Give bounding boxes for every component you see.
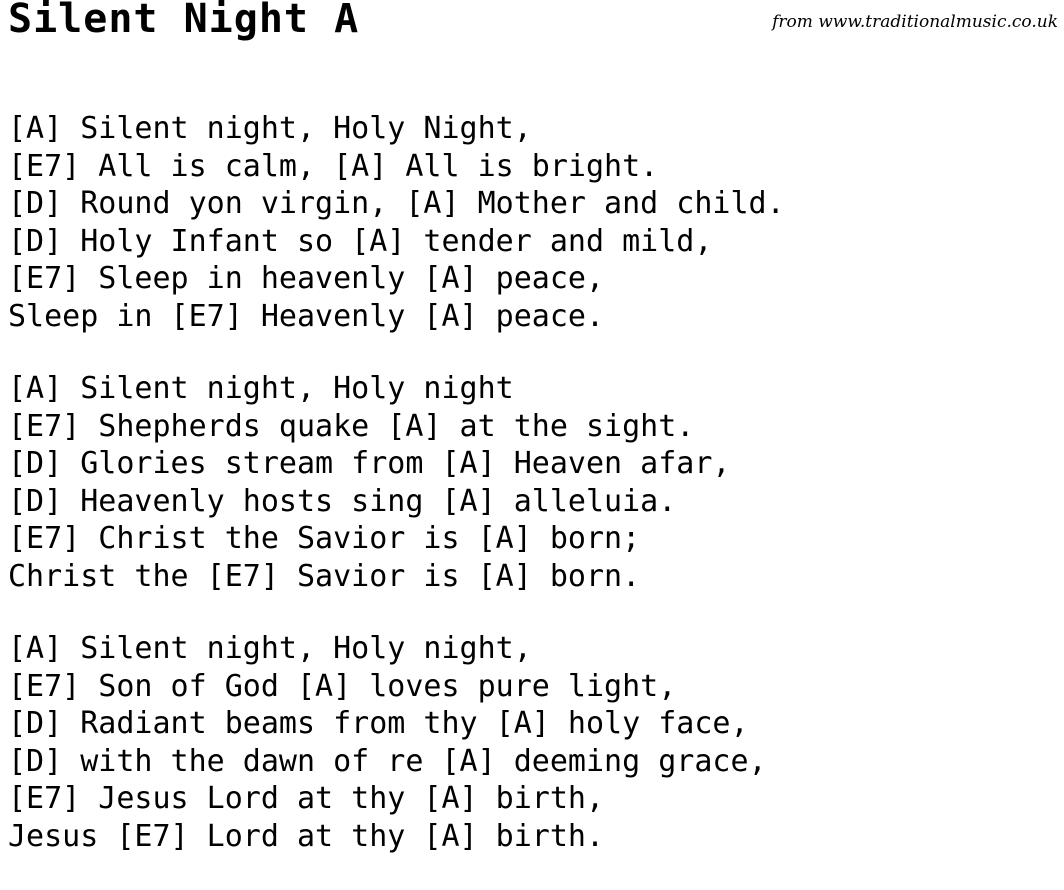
lyric-line: [D] Radiant beams from thy [A] holy face, — [8, 706, 749, 741]
page-title: Silent Night A — [8, 0, 360, 42]
lyric-line: Jesus [E7] Lord at thy [A] birth. — [8, 818, 605, 854]
lyric-line: [D] Heavenly hosts sing [A] alleluia. — [8, 483, 677, 519]
verse — [8, 370, 1064, 595]
lyric-line: [D] Glories stream from [A] Heaven afar, — [8, 446, 731, 481]
lyric-line: [A] Silent night, Holy night — [8, 371, 514, 406]
lyric-line: [E7] Son of God [A] loves pure light, — [8, 668, 677, 704]
source-attribution: from www.traditionalmusic.co.uk — [772, 12, 1058, 32]
lyric-line: [D] Round yon virgin, [A] Mother and child. — [8, 186, 785, 221]
verse — [8, 110, 1064, 335]
lyric-line: [E7] All is calm, [A] All is bright. — [8, 148, 659, 184]
lyric-line: [D] Holy Infant so [A] tender and mild, — [8, 223, 713, 259]
lyric-line: [E7] Christ the Savior is [A] born; — [8, 521, 641, 556]
verse — [8, 630, 1064, 855]
page-header — [0, 0, 1064, 52]
lyric-line: [D] with the dawn of re [A] deeming grace, — [8, 743, 767, 779]
lyric-line: [A] Silent night, Holy Night, — [8, 111, 532, 146]
lyric-line: Sleep in [E7] Heavenly [A] peace. — [8, 298, 605, 334]
lyric-line: [E7] Shepherds quake [A] at the sight. — [8, 408, 695, 444]
lyric-line: [E7] Sleep in heavenly [A] peace, — [8, 261, 605, 296]
lyric-line: [A] Silent night, Holy night, — [8, 631, 532, 666]
lyrics-body — [8, 110, 1064, 890]
lyric-line: Christ the [E7] Savior is [A] born. — [8, 558, 641, 594]
lyric-line: [E7] Jesus Lord at thy [A] birth, — [8, 781, 605, 816]
